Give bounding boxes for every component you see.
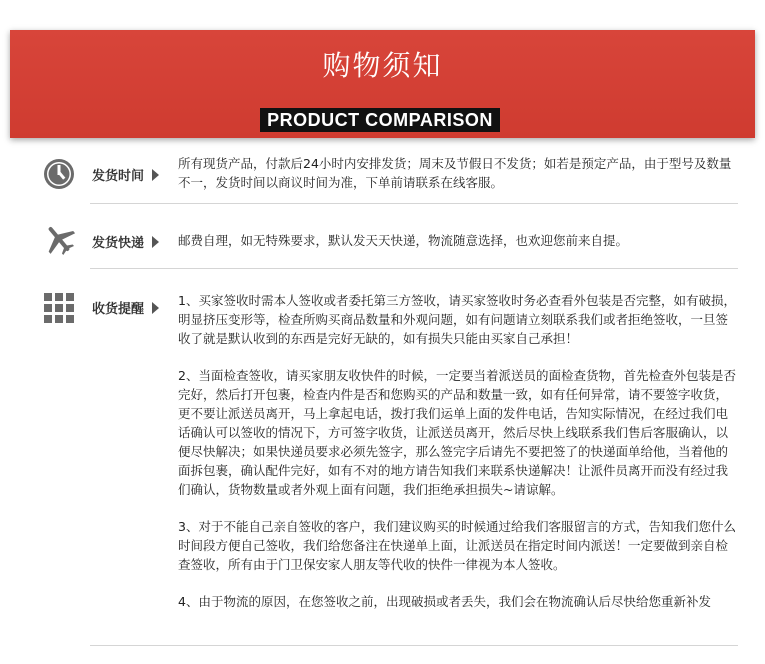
section-content <box>178 154 738 210</box>
paragraph: 2、当面检查签收，请买家朋友收快件的时候，一定要当着派送员的面检查货物，首先检查外包装是否完好，然后打开包裹，检查内件是否和您购买的产品和数量一致，如有任何异常，请不要签字收货，更不要让派送员离开，马上拿起电话，拨打我们运单上面的发件电话，告知实际情况，在经过我们电话确认可以签收的情况下，方可签字收货，让派送员离开，然后尽快上线联系我们售后客服确认，以便尽快解决；如果快递员要求必须先签字，那么签完字后请先不要把签了的快递面单给他，当着他的面拆包裹，确认配件完好，如有不对的地方请告知我们来联系快递解决！让派件员离开而没有经过我们确认，货物数量或者外观上面有问题，我们拒绝承担损失~请谅解。 <box>178 368 736 497</box>
divider <box>90 203 738 204</box>
paragraph: 邮费自理，如无特殊要求，默认发天天快递，物流随意选择，也欢迎您前来自提。 <box>178 233 629 248</box>
paragraph: 所有现货产品，付款后24小时内安排发货；周末及节假日不发货；如若是预定产品，由于型号及数量不一，发货时间以商议时间为准，下单前请联系在线客服。 <box>178 156 732 190</box>
airplane-icon <box>42 222 76 256</box>
section-content <box>178 231 738 268</box>
caret-right-icon <box>152 169 159 181</box>
banner-subtitle: PRODUCT COMPARISON <box>260 108 500 132</box>
paragraph: 3、对于不能自己亲自签收的客户，我们建议购买的时候通过给我们客服留言的方式，告知我们您什么时间段方便自己签收，我们给您备注在快递单上面，让派送员在指定时间内派送！一定要做到亲自检查签收，所有由于门卫保安家人朋友等代收的快件一律视为本人签收。 <box>178 519 736 572</box>
banner-title: 购物须知 <box>322 49 443 82</box>
clock-icon <box>42 157 76 191</box>
caret-right-icon <box>152 302 159 314</box>
section-label: 发货快递 <box>92 232 159 251</box>
divider <box>90 268 738 269</box>
section-content <box>178 291 738 629</box>
section-label: 发货时间 <box>92 165 159 184</box>
header-banner <box>10 30 755 138</box>
divider <box>90 645 738 646</box>
caret-right-icon <box>152 236 159 248</box>
paragraph: 1、买家签收时需本人签收或者委托第三方签收，请买家签收时务必查看外包装是否完整，如有破损，明显挤压变形等，检查所购买商品数量和外观问题，如有问题请立刻联系我们或者拒绝签收，一旦签收了就是默认收到的东西是完好无缺的，如有损失只能由买家自己承担！ <box>178 293 736 346</box>
grid-icon <box>42 291 76 325</box>
paragraph: 4、由于物流的原因，在您签收之前，出现破损或者丢失，我们会在物流确认后尽快给您重新补发 <box>178 594 711 609</box>
section-label: 收货提醒 <box>92 298 159 317</box>
